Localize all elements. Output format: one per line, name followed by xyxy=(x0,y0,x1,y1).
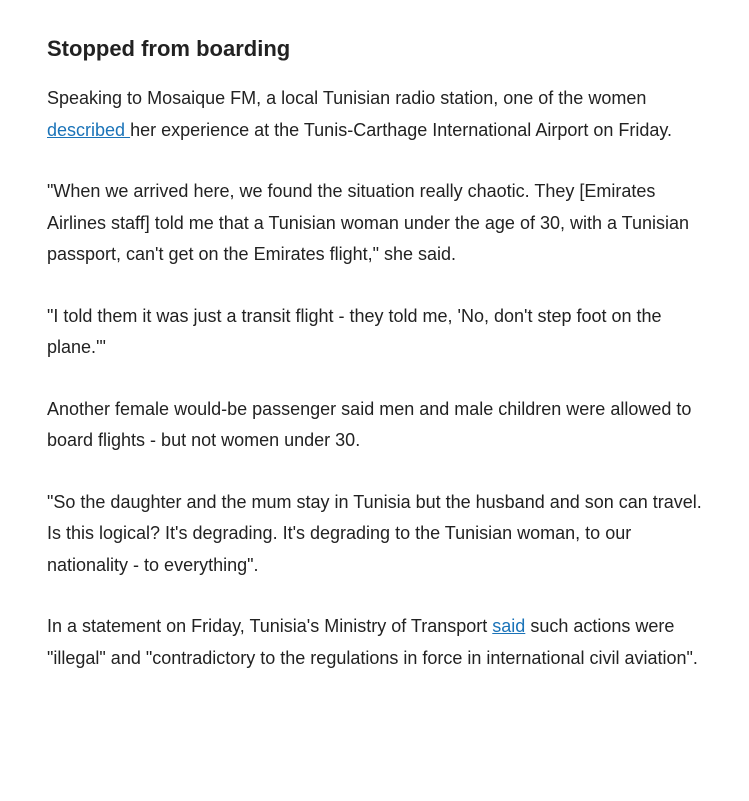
paragraph-3: "I told them it was just a transit flight - they told me, 'No, don't step foot on the plane.'" xyxy=(47,305,662,357)
paragraph-1 xyxy=(47,83,707,146)
paragraph-1-text-before: Speaking to Mosaique FM, a local Tunisian radio station, one of the women xyxy=(47,88,647,108)
paragraph-6 xyxy=(47,611,707,674)
section-heading: Stopped from boarding xyxy=(47,36,291,61)
paragraph-1-text-after: her experience at the Tunis-Carthage International Airport on Friday. xyxy=(130,119,673,140)
article-body xyxy=(47,34,707,704)
said-link[interactable]: said xyxy=(492,616,526,636)
paragraph-6-text-before: In a statement on Friday, Tunisia's Ministry of Transport xyxy=(47,616,493,636)
paragraph-2: "When we arrived here, we found the situation really chaotic. They [Emirates Airlines staff] told me that a Tunisian woman under the age of 30, with a Tunisian passport, can't get on the Emirates flight," she said. xyxy=(47,181,690,264)
paragraph-4: Another female would-be passenger said men and male children were allowed to board flights - but not women under 30. xyxy=(47,398,692,450)
paragraph-5: "So the daughter and the mum stay in Tunisia but the husband and son can travel. Is this logical? It's degrading. It's degrading to the Tunisian woman, to our nationality - to everything". xyxy=(47,491,702,575)
paragraph-6-text-after: such actions were "illegal" and "contradictory to the regulations in force in international civil aviation". xyxy=(47,616,698,668)
described-link[interactable]: described xyxy=(47,119,131,140)
